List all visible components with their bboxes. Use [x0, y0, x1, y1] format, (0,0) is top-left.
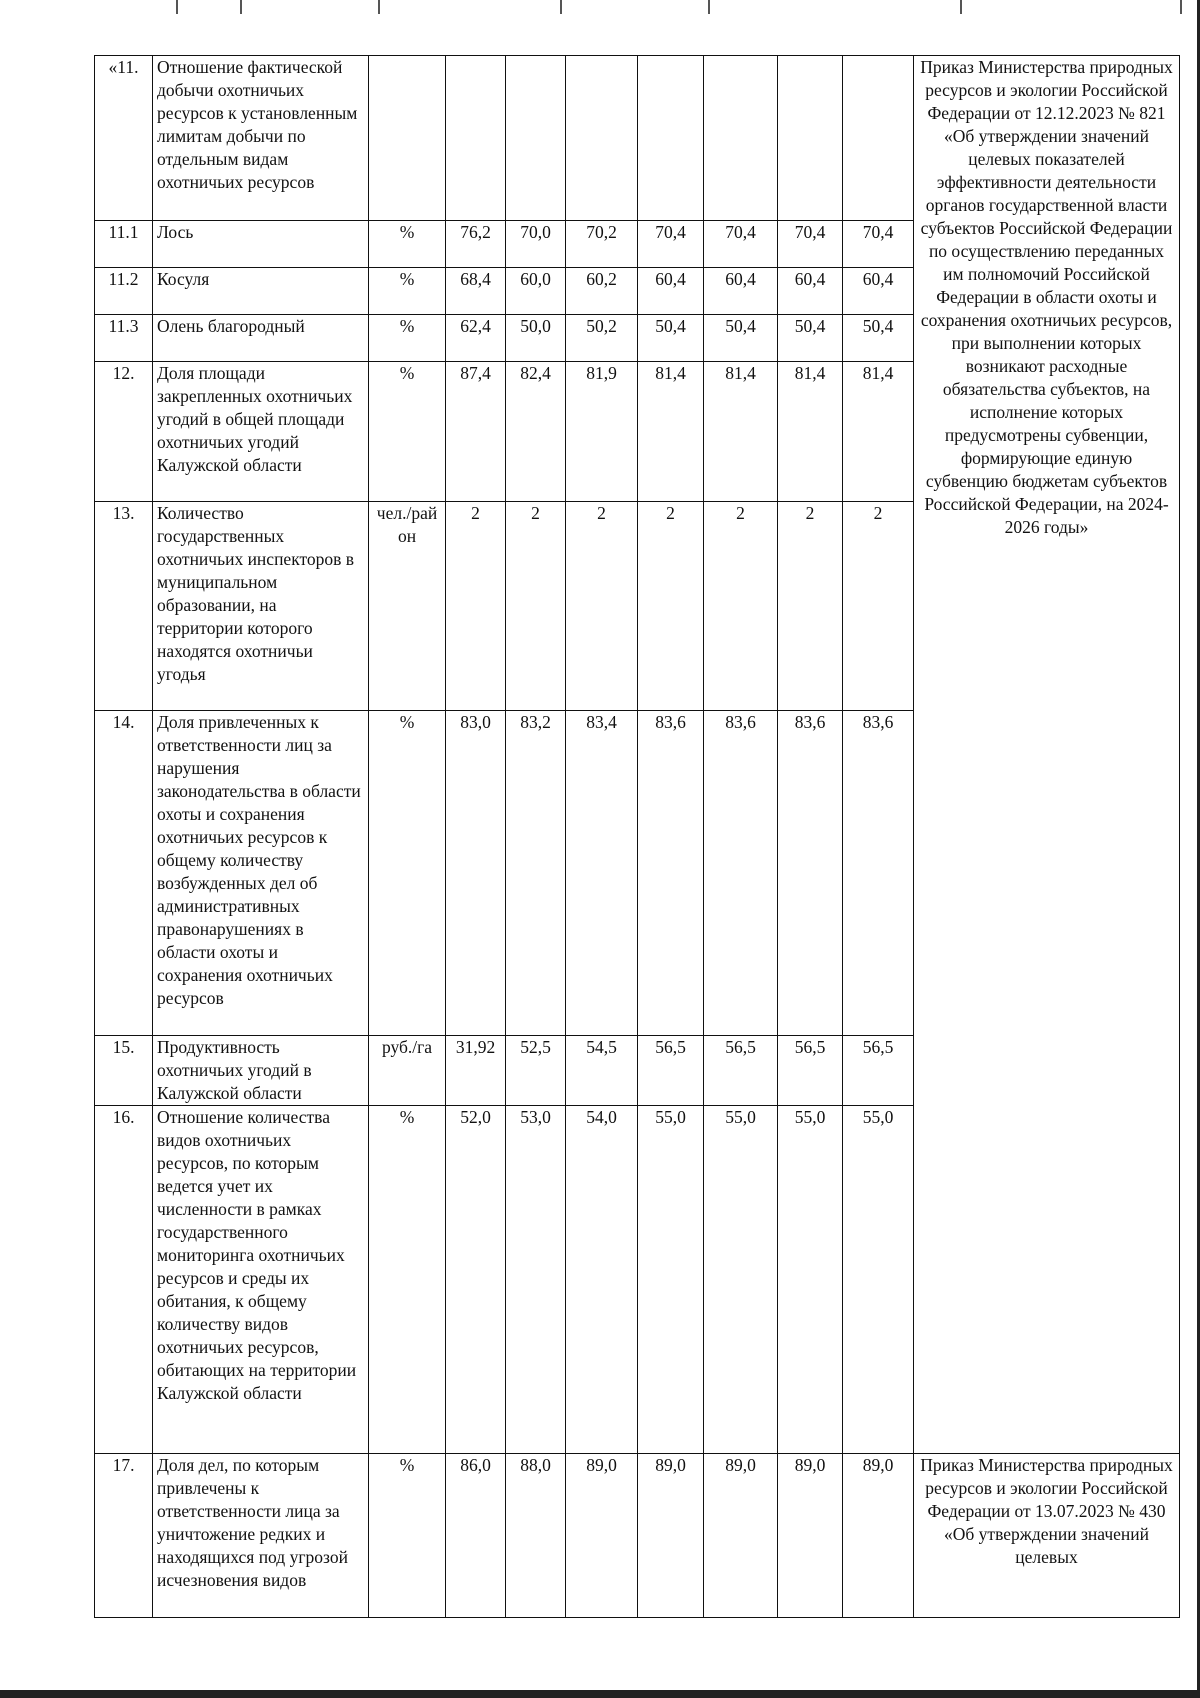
value-cell: 89,0	[778, 1454, 843, 1618]
value-cell	[843, 56, 914, 221]
unit-cell: %	[369, 268, 446, 315]
row-number: 15.	[95, 1036, 153, 1106]
indicator-name: Лось	[153, 221, 369, 268]
unit-cell: %	[369, 1454, 446, 1618]
value-cell: 60,4	[778, 268, 843, 315]
value-cell: 2	[638, 502, 704, 711]
value-cell: 52,0	[446, 1106, 506, 1454]
unit-cell: руб./га	[369, 1036, 446, 1106]
value-cell: 68,4	[446, 268, 506, 315]
value-cell: 2	[843, 502, 914, 711]
value-cell: 86,0	[446, 1454, 506, 1618]
indicator-name: Доля привлеченных к ответственности лиц за нарушения законодательства в области охоты и сохранения охотничьих ресурсов к общему количеству возбужденных дел об административных правонарушениях в области охоты и сохранения охотничьих ресурсов	[153, 711, 369, 1036]
indicator-name: Отношение фактической добычи охотничьих ресурсов к установленным лимитам добычи по отдельным видам охотничьих ресурсов	[153, 56, 369, 221]
value-cell: 81,9	[566, 362, 638, 502]
value-cell: 60,4	[704, 268, 778, 315]
indicator-name: Доля дел, по которым привлечены к ответственности лица за уничтожение редких и находящихся под угрозой исчезновения видов	[153, 1454, 369, 1618]
value-cell	[566, 56, 638, 221]
row-number: 12.	[95, 362, 153, 502]
unit-cell: %	[369, 1106, 446, 1454]
value-cell: 89,0	[566, 1454, 638, 1618]
value-cell	[446, 56, 506, 221]
value-cell: 89,0	[843, 1454, 914, 1618]
value-cell	[506, 56, 566, 221]
value-cell: 82,4	[506, 362, 566, 502]
value-cell: 50,4	[638, 315, 704, 362]
value-cell: 83,6	[778, 711, 843, 1036]
value-cell: 56,5	[704, 1036, 778, 1106]
row-number: 11.1	[95, 221, 153, 268]
value-cell: 56,5	[778, 1036, 843, 1106]
value-cell: 56,5	[638, 1036, 704, 1106]
value-cell: 54,0	[566, 1106, 638, 1454]
value-cell: 2	[566, 502, 638, 711]
value-cell: 81,4	[704, 362, 778, 502]
value-cell	[638, 56, 704, 221]
value-cell: 50,4	[843, 315, 914, 362]
unit-cell: чел./район	[369, 502, 446, 711]
value-cell: 70,4	[704, 221, 778, 268]
row-number: 14.	[95, 711, 153, 1036]
value-cell: 89,0	[704, 1454, 778, 1618]
value-cell: 70,4	[638, 221, 704, 268]
value-cell: 60,4	[843, 268, 914, 315]
value-cell: 88,0	[506, 1454, 566, 1618]
indicator-name: Олень благородный	[153, 315, 369, 362]
indicator-name: Доля площади закрепленных охотничьих угодий в общей площади охотничьих угодий Калужской области	[153, 362, 369, 502]
value-cell: 31,92	[446, 1036, 506, 1106]
value-cell: 70,0	[506, 221, 566, 268]
value-cell: 83,4	[566, 711, 638, 1036]
row-number: 13.	[95, 502, 153, 711]
row-number: «11.	[95, 56, 153, 221]
value-cell: 52,5	[506, 1036, 566, 1106]
value-cell: 70,4	[778, 221, 843, 268]
value-cell: 70,4	[843, 221, 914, 268]
value-cell: 83,6	[638, 711, 704, 1036]
value-cell: 87,4	[446, 362, 506, 502]
value-cell: 83,6	[704, 711, 778, 1036]
value-cell: 60,4	[638, 268, 704, 315]
unit-cell: %	[369, 315, 446, 362]
row-number: 16.	[95, 1106, 153, 1454]
unit-cell: %	[369, 362, 446, 502]
indicators-table	[94, 55, 1180, 1618]
value-cell: 55,0	[638, 1106, 704, 1454]
value-cell: 2	[446, 502, 506, 711]
row-number: 17.	[95, 1454, 153, 1618]
scan-edge-marks	[0, 0, 1200, 16]
value-cell: 60,0	[506, 268, 566, 315]
indicator-name: Количество государственных охотничьих инспекторов в муниципальном образовании, на территории которого находятся охотничьи угодья	[153, 502, 369, 711]
unit-cell: %	[369, 711, 446, 1036]
indicator-name: Косуля	[153, 268, 369, 315]
value-cell: 54,5	[566, 1036, 638, 1106]
row-number: 11.2	[95, 268, 153, 315]
value-cell: 2	[704, 502, 778, 711]
indicator-name: Отношение количества видов охотничьих ресурсов, по которым ведется учет их численности в рамках государственного мониторинга охотничьих ресурсов и среды их обитания, к общему количеству видов охотничьих ресурсов, обитающих на территории Калужской области	[153, 1106, 369, 1454]
value-cell: 50,0	[506, 315, 566, 362]
value-cell: 50,4	[778, 315, 843, 362]
value-cell: 60,2	[566, 268, 638, 315]
value-cell: 50,2	[566, 315, 638, 362]
row-number: 11.3	[95, 315, 153, 362]
table-row	[95, 56, 1180, 221]
table-row	[95, 1454, 1180, 1618]
value-cell: 55,0	[778, 1106, 843, 1454]
value-cell: 89,0	[638, 1454, 704, 1618]
value-cell: 50,4	[704, 315, 778, 362]
value-cell: 83,2	[506, 711, 566, 1036]
value-cell: 55,0	[704, 1106, 778, 1454]
legal-basis-cell: Приказ Министерства природных ресурсов и экологии Российской Федерации от 13.07.2023 № 430 «Об утверждении значений целевых	[914, 1454, 1180, 1618]
indicator-name: Продуктивность охотничьих угодий в Калужской области	[153, 1036, 369, 1106]
value-cell	[704, 56, 778, 221]
value-cell: 81,4	[638, 362, 704, 502]
value-cell: 83,0	[446, 711, 506, 1036]
value-cell: 70,2	[566, 221, 638, 268]
unit-cell	[369, 56, 446, 221]
scan-border-bottom	[0, 1690, 1200, 1698]
unit-cell: %	[369, 221, 446, 268]
value-cell: 62,4	[446, 315, 506, 362]
value-cell: 56,5	[843, 1036, 914, 1106]
value-cell: 81,4	[843, 362, 914, 502]
value-cell: 2	[506, 502, 566, 711]
value-cell: 55,0	[843, 1106, 914, 1454]
value-cell: 81,4	[778, 362, 843, 502]
value-cell: 2	[778, 502, 843, 711]
value-cell: 53,0	[506, 1106, 566, 1454]
value-cell	[778, 56, 843, 221]
value-cell: 83,6	[843, 711, 914, 1036]
legal-basis-cell: Приказ Министерства природных ресурсов и экологии Российской Федерации от 12.12.2023 № 821 «Об утверждении значений целевых показателей эффективности деятельности органов государственной власти субъектов Российской Федерации по осуществлению переданных им полномочий Российской Федерации в области охоты и сохранения охотничьих ресурсов, при выполнении которых возникают расходные обязательства субъектов, на исполнение которых предусмотрены субвенции, формирующие единую субвенцию бюджетам субъектов Российской Федерации, на 2024-2026 годы»	[914, 56, 1180, 1454]
value-cell: 76,2	[446, 221, 506, 268]
